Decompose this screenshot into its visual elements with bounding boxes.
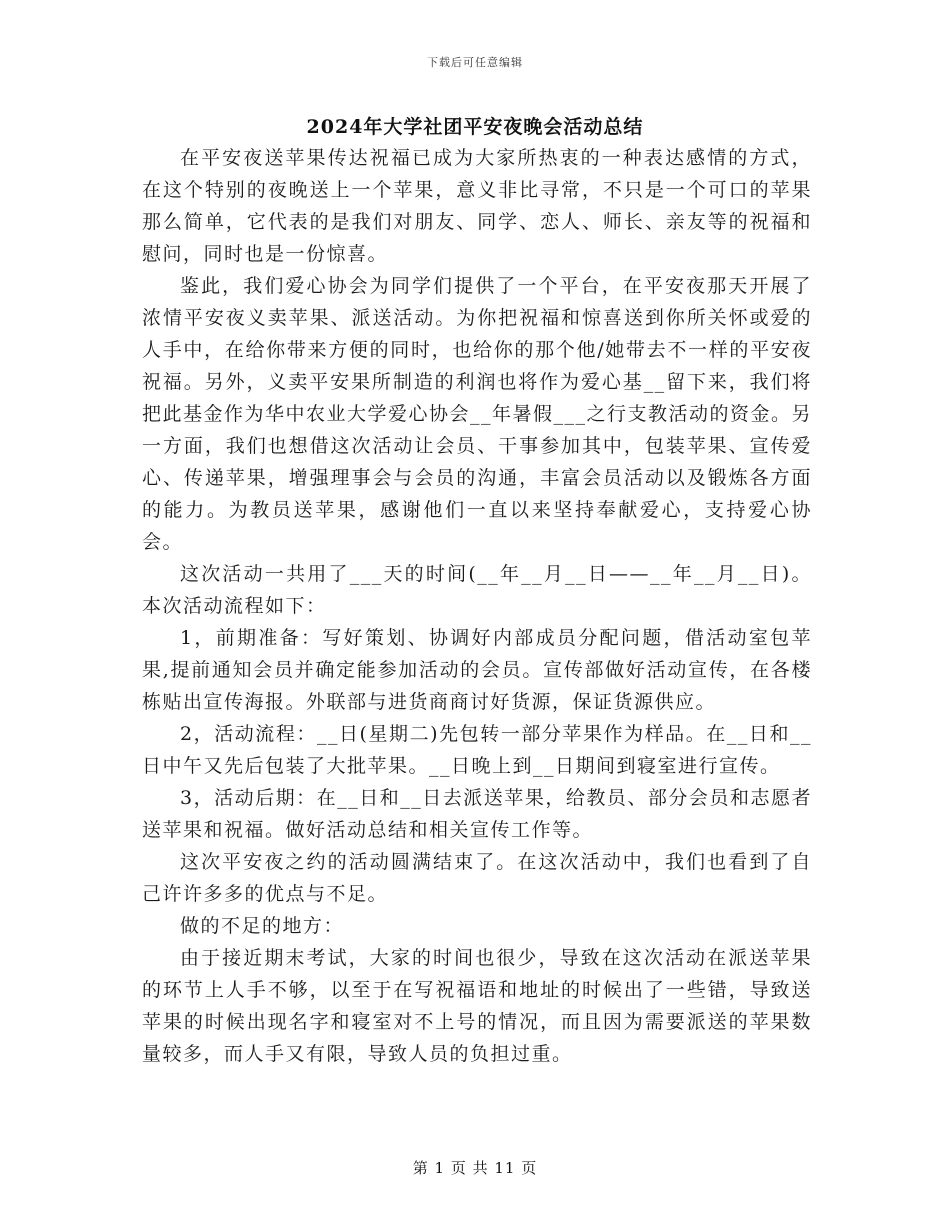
- document-title: 2024年大学社团平安夜晚会活动总结: [306, 116, 644, 138]
- paragraph: 鉴此，我们爱心协会为同学们提供了一个平台，在平安夜那天开展了浓情平安夜义卖苹果、派送活动。为你把祝福和惊喜送到你所关怀或爱的人手中，在给你带来方便的同时，也给你的那个他/她带去不一样的平安夜祝福。另外，义卖平安果所制造的利润也将作为爱心基__留下来，我们将把此基金作为华中农业大学爱心协会__年暑假___之行支教活动的资金。另一方面，我们也想借这次活动让会员、干事参加其中，包装苹果、宣传爱心、传递苹果，增强理事会与会员的沟通，丰富会员活动以及锻炼各方面的能力。为教员送苹果，感谢他们一直以来坚持奉献爱心，支持爱心协会。: [142, 275, 813, 553]
- paragraph: 1，前期准备：写好策划、协调好内部成员分配问题，借活动室包苹果,提前通知会员并确定能参加活动的会员。宣传部做好活动宣传，在各楼栋贴出宣传海报。外联部与进货商商讨好货源，保证货源供应。: [142, 627, 812, 713]
- paragraph: 3，活动后期：在__日和__日去派送苹果，给教员、部分会员和志愿者送苹果和祝福。做好活动总结和相关宣传工作等。: [142, 787, 812, 841]
- paragraph: 在平安夜送苹果传达祝福已成为大家所热衷的一种表达感情的方式，在这个特别的夜晚送上一个苹果，意义非比寻常，不只是一个可口的苹果那么简单，它代表的是我们对朋友、同学、恋人、师长、亲友等的祝福和慰问，同时也是一份惊喜。: [142, 147, 812, 265]
- header-note: 下载后可任意编辑: [427, 56, 523, 69]
- paragraph: 做的不足的地方：: [180, 915, 345, 937]
- paragraph: 2，活动流程：__日(星期二)先包转一部分苹果作为样品。在__日和__日中午又先后包装了大批苹果。__日晚上到__日期间到寝室进行宣传。: [142, 723, 812, 777]
- paragraph: 这次活动一共用了___天的时间(__年__月__日——__年__月__日)。本次活动流程如下：: [142, 563, 812, 617]
- paragraph: 这次平安夜之约的活动圆满结束了。在这次活动中，我们也看到了自己许许多多的优点与不足。: [142, 851, 812, 905]
- document-body: [142, 142, 812, 1070]
- paragraph: 由于接近期末考试，大家的时间也很少，导致在这次活动在派送苹果的环节上人手不够，以至于在写祝福语和地址的时候出了一些错，导致送苹果的时候出现名字和寝室对不上号的情况，而且因为需要派送的苹果数量较多，而人手又有限，导致人员的负担过重。: [142, 947, 812, 1065]
- page-number: 第 1 页 共 11 页: [412, 1159, 538, 1177]
